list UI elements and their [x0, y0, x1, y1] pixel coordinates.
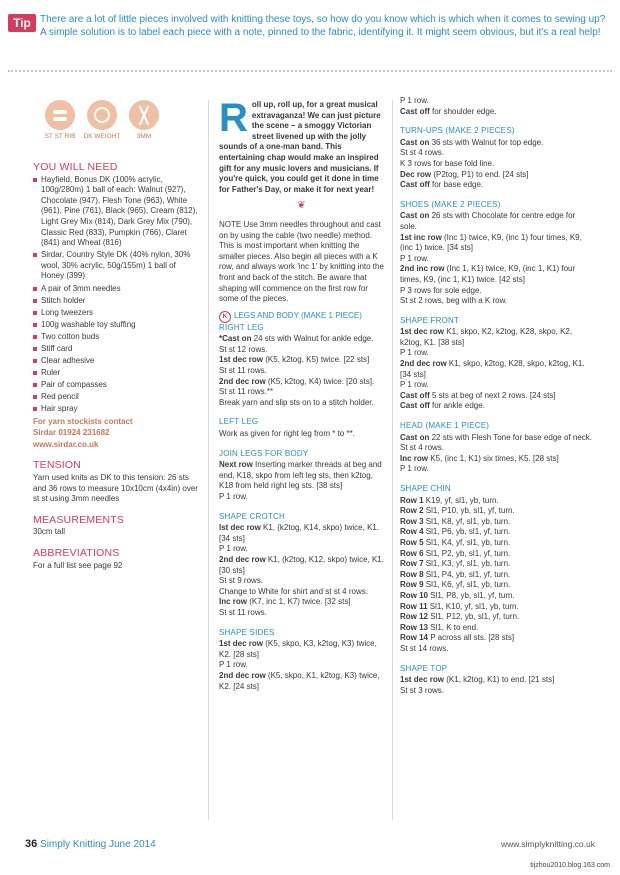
row-text: (K7, inc 1, K7) twice. [32 sts]: [247, 597, 351, 607]
list-item: Red pencil: [33, 392, 199, 403]
stockists-line-1: For yarn stockists contact: [33, 416, 133, 426]
instruction-row: [219, 597, 384, 608]
instruction-row: [219, 671, 384, 692]
legs-heading: [219, 311, 384, 323]
instruction-row: [400, 549, 592, 560]
shape-crotch-rows: [219, 523, 384, 618]
instruction-row: [400, 264, 592, 285]
instruction-row: [400, 633, 592, 644]
row-label: Row 6: [400, 548, 424, 558]
row-label: 1st dec row: [400, 327, 445, 337]
row-text: K 3 rows for base fold line.: [400, 158, 495, 168]
shoes-heading: SHOES (MAKE 2 PIECES): [400, 199, 501, 209]
row-text: Sl1, P10, yb, sl1, yf, turn.: [423, 506, 515, 516]
instruction-row: [400, 180, 592, 191]
gauge-label: ST ST RIB: [44, 133, 76, 140]
row-label: Row 11: [400, 601, 428, 611]
instruction-row: [400, 380, 592, 391]
row-text: Break yarn and slip sts on to a stitch holder.: [219, 397, 374, 407]
instruction-row: [400, 570, 592, 581]
list-item: Clear adhesive: [33, 356, 199, 367]
row-label: 1st dec row: [219, 639, 264, 649]
instruction-row: [400, 496, 592, 507]
row-text: 26 sts with Chocolate for centre edge for sole.: [400, 211, 576, 231]
row-text: for ankle edge.: [429, 401, 485, 411]
shoes-rows: [400, 211, 592, 306]
tip-text: There are a lot of little pieces involved with knitting these toys, so how do you know which is which when it comes to sewing up? A simple solution is to label each piece with a note, pinned to the fabric, identifying it. It might seem obvious, but it's a real help!: [40, 14, 606, 38]
row-text: St st 2 rows, beg with a K row.: [400, 296, 508, 306]
needles-icon: [129, 100, 159, 130]
instruction-row: [400, 159, 592, 170]
turnups-rows: [400, 138, 592, 191]
info-icons: [45, 100, 165, 152]
stockists-phone: Sirdar 01924 231682: [33, 428, 110, 438]
column-requirements: [33, 100, 199, 575]
blog-watermark: tijzhou2010.blog.163.com: [530, 862, 610, 869]
row-label: 1st dec row: [400, 675, 445, 685]
row-label: Row 9: [400, 580, 424, 590]
instruction-row: [400, 327, 592, 348]
instruction-row: [400, 602, 592, 613]
row-text: 5 sts at beg of next 2 rows. [24 sts]: [429, 390, 556, 400]
legs-heading-text: LEGS AND BODY (MAKE 1 PIECE): [234, 311, 362, 321]
instruction-row: [219, 660, 384, 671]
list-item: Long tweezers: [33, 308, 199, 319]
instruction-row: [400, 348, 592, 359]
head-heading: HEAD (MAKE 1 PIECE): [400, 421, 490, 431]
row-text: Sl1, K4, yf, sl1, yb, turn.: [423, 537, 511, 547]
row-label: Dec row: [400, 169, 432, 179]
knit-badge-icon: K: [219, 311, 231, 323]
row-text: (K5, k2tog, K5) twice. [22 sts]: [263, 355, 370, 365]
page-footer: [25, 838, 595, 854]
row-text: St st 11 rows.: [219, 607, 267, 617]
row-text: (K5, k2tog, K4) twice. [20 sts].: [265, 376, 375, 386]
row-text: Sl1, P2, yb, sl1, yf, turn.: [423, 548, 511, 558]
row-text: for shoulder edge.: [429, 106, 497, 116]
row-text: P 1 row.: [400, 96, 429, 105]
instruction-row: [400, 454, 592, 465]
instruction-row: [400, 96, 592, 107]
shape-chin-heading: SHAPE CHIN: [400, 484, 451, 493]
note-text: NOTE Use 3mm needles throughout and cast on by using the cable (two needle) method. This is most important when knitting the smaller pieces. Also begin all pieces with a K row, and always work 'inc 1' by knitting into the front and back of the stitch. Be aware that shaping will commence on the first row for some of the pieces.: [219, 219, 384, 304]
instruction-row: [400, 527, 592, 538]
tip-box: [8, 8, 616, 62]
row-label: Next row: [219, 460, 253, 470]
row-label: Row 14: [400, 633, 429, 643]
row-label: 2nd dec row: [400, 359, 447, 369]
row-text: 24 sts with Walnut for ankle edge.: [251, 334, 374, 344]
row-label: Row 7: [400, 559, 424, 569]
row-text: (P2tog, P1) to end. [24 sts]: [431, 169, 529, 179]
row-text: P 1 row.: [400, 253, 429, 263]
row-label: Cast off: [400, 401, 430, 411]
row-text: K1, skpo, k2tog, K28, skpo, k2tog, K1. [34 sts]: [400, 359, 585, 379]
row-label: Inc row: [219, 597, 248, 607]
row-text: P across all sts. [28 sts]: [428, 633, 515, 643]
row-text: St st 11 rows.**: [219, 387, 274, 397]
you-will-need-heading: YOU WILL NEED: [33, 161, 118, 173]
row-label: Cast off: [400, 106, 430, 116]
row-text: St st 11 rows.: [219, 366, 267, 376]
measurements-heading: MEASUREMENTS: [33, 513, 125, 526]
row-text: St st 14 rows.: [400, 643, 449, 653]
instruction-row: [400, 517, 592, 528]
row-label: Row 5: [400, 537, 424, 547]
row-label: Cast on: [400, 432, 430, 442]
shape-front-heading: SHAPE FRONT: [400, 315, 460, 325]
row-label: Cast on: [400, 137, 430, 147]
list-item: Hayfield, Bonus DK (100% acrylic, 100g/280m) 1 ball of each: Walnut (927), Chocolate (947), Flesh Tone (963), White (961), Pine (761), Black (965), Cream (812), Light Grey Mix (814), Dark Grey Mix (790), Classic Red (833), Pumpkin (766), Claret (841) and Wheat (816): [33, 175, 199, 249]
column-divider: [392, 100, 393, 820]
row-text: P 1 row.: [400, 380, 429, 390]
instruction-row: [219, 334, 384, 345]
row-text: (K5, skpo, K1, k2tog, K3) twice, K2. [24 sts]: [219, 670, 380, 691]
instruction-row: [400, 401, 592, 412]
instruction-row: [219, 608, 384, 619]
row-text: P 1 row.: [400, 464, 429, 474]
instruction-row: [400, 233, 592, 254]
shape-front-rows: [400, 327, 592, 412]
row-text: St st 12 rows.: [219, 344, 268, 354]
row-text: P 1 row.: [219, 492, 248, 501]
row-text: St st 4 rows.: [400, 148, 445, 158]
instruction-row: [400, 148, 592, 159]
row-text: for base edge.: [429, 180, 484, 190]
page-number: 36: [25, 838, 38, 850]
row-text: K1, (k2tog, K14, skpo) twice, K1. [34 sts]: [219, 523, 380, 543]
row-label: 2nd inc row: [400, 264, 445, 274]
row-label: Row 12: [400, 612, 429, 622]
ornament-icon: ❦: [297, 200, 306, 212]
row-label: lst dec row: [219, 523, 261, 533]
row-text: K19, yf, sl1, yb, turn.: [423, 495, 499, 505]
list-item: Hair spray: [33, 404, 199, 415]
row-label: Row 10: [400, 590, 429, 600]
stitch-pattern-icon: [45, 100, 75, 130]
instruction-row: [400, 675, 592, 686]
row-text: Sl1, K3, yf, sl1, yb, turn.: [423, 559, 511, 569]
instruction-row: [219, 387, 384, 398]
row-text: K1, skpo, K2, k2tog, K28, skpo, K2, k2tog, K1. [38 sts]: [400, 327, 573, 347]
turnups-heading: TURN-UPS (MAKE 2 PIECES): [400, 126, 515, 136]
row-text: K1, (k2tog, K12, skpo) twice, K1. [30 sts]: [219, 554, 384, 575]
instruction-row: [219, 366, 384, 377]
right-leg-heading: RIGHT LEG: [219, 322, 264, 332]
row-label: Cast off: [400, 390, 430, 400]
website-link[interactable]: www.simplyknitting.co.uk: [500, 839, 595, 849]
tension-heading: TENSION: [33, 459, 82, 472]
row-text: P 1 row.: [219, 544, 248, 554]
list-item: Pair of compasses: [33, 380, 199, 391]
instruction-row: [219, 398, 384, 409]
join-legs-rows: [219, 460, 384, 502]
instruction-row: [400, 138, 592, 149]
needle-size-label: 3MM: [136, 133, 152, 140]
left-leg-text: Work as given for right leg from * to **.: [219, 429, 355, 439]
row-text: Change to White for shirt and st st 4 rows.: [219, 586, 368, 596]
measurements-text: 30cm tall: [33, 527, 66, 537]
row-text: P 3 rows for sole edge.: [400, 285, 482, 295]
list-item: Stitch holder: [33, 296, 199, 307]
row-label: 2nd dec row: [219, 376, 266, 386]
shape-top-rows: [400, 675, 592, 696]
instruction-row: [400, 506, 592, 517]
instruction-row: [219, 576, 384, 587]
list-item: Sirdar, Country Style DK (40% nylon, 30% wool, 30% acrylic, 50g/155m) 1 ball of Honey (399): [33, 250, 199, 282]
dotted-divider: [8, 70, 612, 72]
stockists-url: www.sirdar.co.uk: [33, 439, 99, 449]
instruction-row: [400, 612, 592, 623]
tip-badge: Tip: [8, 14, 36, 32]
shape-chin-rows: [400, 496, 592, 655]
row-text: 36 sts with Walnut for top edge.: [429, 137, 544, 147]
row-label: Row 8: [400, 569, 424, 579]
row-label: Row 1: [400, 495, 424, 505]
instruction-row: [400, 391, 592, 402]
instruction-row: [219, 345, 384, 356]
instruction-row: [400, 443, 592, 454]
row-text: 22 sts with Flesh Tone for base edge of neck.: [429, 432, 592, 442]
row-text: (Inc 1, K1) twice, K9, (inc 1, K1) four times, K9, (inc 1, K1) twice. [42 sts]: [400, 264, 576, 284]
row-label: Row 2: [400, 506, 424, 516]
row-label: Cast off: [400, 180, 430, 190]
instruction-row: [219, 377, 384, 388]
row-text: Sl1, K6, yf, sl1, yb, turn.: [423, 580, 511, 590]
row-label: Row 3: [400, 516, 424, 526]
instruction-row: [400, 254, 592, 265]
instruction-row: [400, 591, 592, 602]
row-text: Sl1, K10, yf, sl1, yb, turn.: [427, 601, 519, 611]
join-legs-heading: JOIN LEGS FOR BODY: [219, 448, 309, 458]
column-divider: [208, 100, 209, 820]
row-text: (K5, skpo, K3, k2tog, K3) twice, K2. [28 sts]: [219, 639, 377, 659]
instruction-row: [400, 170, 592, 181]
column-pattern-2: [400, 96, 592, 696]
yarn-weight-label: DK WEIGHT: [83, 133, 121, 140]
row-text: Sl1, P8, yb, sl1, yf, turn.: [428, 590, 515, 600]
row-label: Row 13: [400, 622, 429, 632]
list-item: Two cotton buds: [33, 332, 199, 343]
instruction-row: [400, 359, 592, 380]
instruction-row: [400, 464, 592, 475]
intro-text: oll up, roll up, for a great musical extravaganza! We can just picture the scene – a smoggy Victorian street livened up with the jolly sounds of a one-man band. This entertaining chap would make an inspired gift for any music lovers and musicians. If you're quick, you could get it done in time for Father's Day, or make it for next year!: [219, 100, 381, 194]
instruction-row: [219, 587, 384, 598]
row-label: Row 4: [400, 527, 424, 537]
shape-crotch-heading: SHAPE CROTCH: [219, 511, 285, 521]
right-leg-rows: [219, 334, 384, 408]
row-text: (K1, k2tog, K1) to end. [21 sts]: [444, 675, 555, 685]
list-item: 100g washable toy stuffing: [33, 320, 199, 331]
instruction-row: [400, 538, 592, 549]
materials-list: [33, 175, 199, 415]
row-label: 1st dec row: [219, 355, 264, 365]
instruction-row: [219, 523, 384, 544]
instruction-row: [219, 460, 384, 492]
shape-sides-rows: [219, 639, 384, 692]
instruction-row: [219, 492, 384, 503]
instruction-row: [400, 623, 592, 634]
row-text: K5, (inc 1, K1) six times, K5. [28 sts]: [428, 453, 559, 463]
row-label: 1st inc row: [400, 232, 442, 242]
list-item: A pair of 3mm needles: [33, 284, 199, 295]
body-finish-rows: [400, 96, 592, 117]
instruction-row: [400, 686, 592, 697]
instruction-row: [219, 355, 384, 366]
abbreviations-text: For a full list see page 92: [33, 560, 123, 570]
row-text: (Inc 1) twice, K9, (inc 1) four times, K9, (inc 1) twice. [34 sts]: [400, 232, 582, 253]
row-text: St st 9 rows.: [219, 576, 264, 586]
row-label: Cast on: [400, 211, 430, 221]
head-rows: [400, 433, 592, 475]
row-text: Sl1, P4, yb, sl1, yf, turn.: [423, 569, 511, 579]
instruction-row: [400, 580, 592, 591]
tension-text: Yarn used knits as DK to this tension: 26 sts and 36 rows to measure 10x10cm (4x4in) over st st using 3mm needles: [33, 472, 198, 504]
shape-sides-heading: SHAPE SIDES: [219, 627, 275, 637]
yarn-ball-icon: [87, 100, 117, 130]
list-item: Ruler: [33, 368, 199, 379]
row-text: Sl1, P12, yb, sl1, yf, turn.: [428, 612, 520, 622]
left-leg-heading: LEFT LEG: [219, 417, 259, 427]
row-text: Sl1, P6, yb, sl1, yf, turn.: [423, 527, 511, 537]
intro-paragraph: [219, 96, 384, 195]
abbreviations-heading: ABBREVIATIONS: [33, 546, 120, 559]
instruction-row: [219, 639, 384, 660]
list-item: Stiff card: [33, 344, 199, 355]
row-text: Sl1, K to end.: [428, 622, 479, 632]
row-label: 2nd dec row: [219, 554, 266, 564]
row-label: Inc row: [400, 453, 429, 463]
instruction-row: [400, 559, 592, 570]
row-text: P 1 row.: [400, 348, 429, 358]
row-text: Sl1, K8, yf, sl1, yb, turn.: [423, 516, 511, 526]
instruction-row: [400, 644, 592, 655]
shape-top-heading: SHAPE TOP: [400, 663, 448, 673]
row-label: *Cast on: [219, 334, 252, 344]
row-text: St st 3 rows.: [400, 685, 445, 695]
drop-cap: R: [219, 96, 248, 140]
instruction-row: [400, 433, 592, 444]
row-label: 2nd dec row: [219, 670, 266, 680]
instruction-row: [400, 296, 592, 307]
row-text: St st 4 rows.: [400, 443, 445, 453]
instruction-row: [400, 211, 592, 232]
instruction-row: [400, 286, 592, 297]
magazine-issue: Simply Knitting June 2014: [40, 839, 156, 850]
instruction-row: [400, 107, 592, 118]
instruction-row: [219, 555, 384, 576]
column-pattern-1: [219, 96, 384, 692]
row-text: Inserting marker threads at beg and end, K18, skpo from left leg sts, then k2tog, K18 from held right leg sts. [38 sts]: [219, 460, 382, 491]
row-text: P 1 row.: [219, 660, 248, 670]
instruction-row: [219, 544, 384, 555]
